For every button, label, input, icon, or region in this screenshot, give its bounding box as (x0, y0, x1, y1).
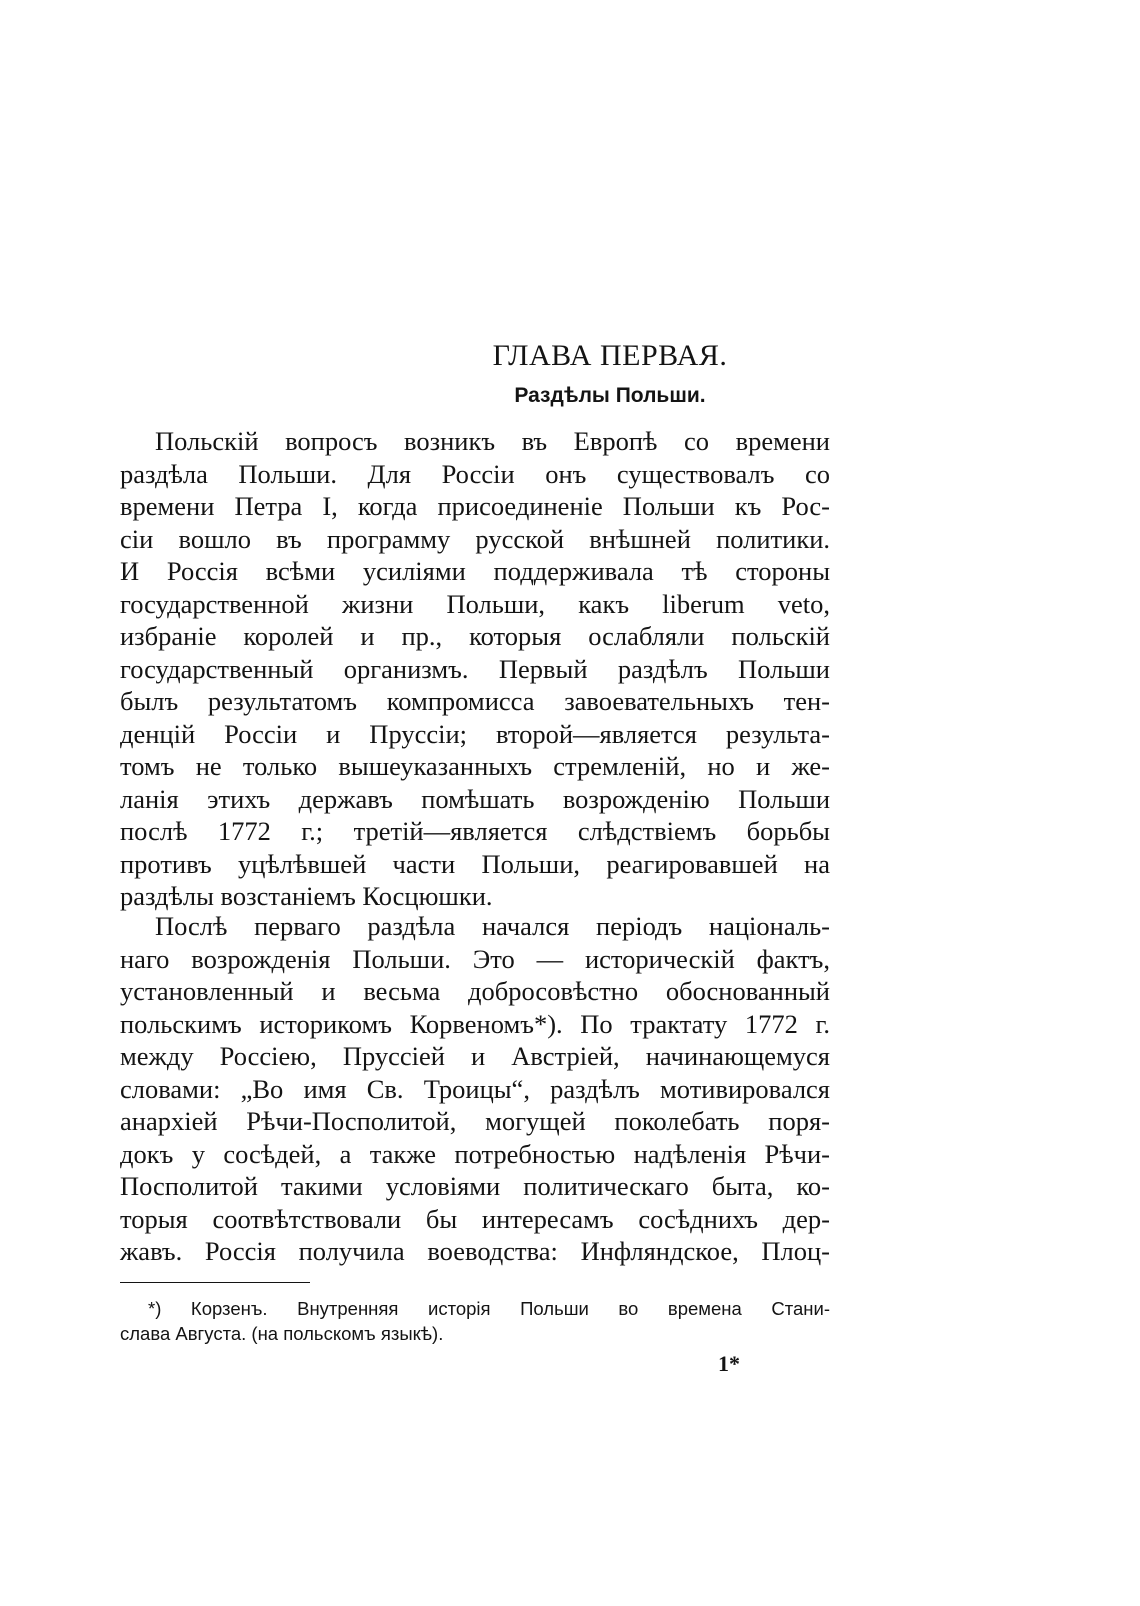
paragraph-2 (120, 910, 830, 1268)
footnote-line: слава Августа. (на польскомъ языкѣ). (120, 1323, 444, 1344)
text-line: денцій Россіи и Пруссіи; второй—является результа- (120, 718, 830, 749)
text-line: избраніе королей и пр., которыя ослабляли польскій (120, 621, 830, 651)
text-line: Посполитой такими условіями политическаго быта, ко- (120, 1171, 830, 1201)
text-line: времени Петра I, когда присоединеніе Польши къ Рос- (120, 491, 830, 521)
text-line: словами: „Во имя Св. Троицы“, раздѣлъ мотивировался (120, 1073, 830, 1104)
text-line: раздѣлы возстаніемъ Косцюшки. (120, 881, 493, 911)
text-line: Послѣ перваго раздѣла начался періодъ національ- (155, 911, 830, 941)
text-line: томъ не только вышеуказанныхъ стремленій, но и же- (120, 751, 830, 781)
text-line: между Россіею, Пруссіей и Австріей, начинающемуся (120, 1041, 830, 1071)
text-line: докъ у сосѣдей, а также потребностью надѣленія Рѣчи- (120, 1138, 830, 1169)
text-line: наго возрожденія Польши. Это — историческій фактъ, (120, 943, 830, 974)
text-line: послѣ 1772 г.; третій—является слѣдствіемъ борьбы (120, 816, 830, 846)
text-line: государственной жизни Польши, какъ liberum veto, (120, 588, 830, 619)
text-line: польскимъ историкомъ Корвеномъ*). По трактату 1772 г. (120, 1008, 830, 1039)
text-line: былъ результатомъ компромисса завоевательныхъ тен- (120, 686, 830, 716)
text-line: жавъ. Россія получила воеводства: Инфляндское, Плоц- (120, 1236, 830, 1266)
text-line: раздѣла Польши. Для Россіи онъ существовалъ со (120, 458, 830, 489)
footnote (120, 1296, 830, 1346)
footnote-line: *) Корзенъ. Внутренняя исторія Польши во времена Стани- (148, 1298, 830, 1319)
section-title: Раздѣлы Польши. (514, 384, 706, 407)
text-line: анархіей Рѣчи-Посполитой, могущей поколебать поря- (120, 1106, 830, 1136)
text-line: торыя соотвѣтствовали бы интересамъ сосѣднихъ дер- (120, 1203, 830, 1234)
text-line: Польскій вопросъ возникъ въ Европѣ со времени (155, 426, 830, 456)
text-line: ланія этихъ державъ помѣшать возрожденію Польши (120, 783, 830, 814)
text-line: сіи вошло въ программу русской внѣшней политики. (120, 523, 830, 554)
text-line: противъ уцѣлѣвшей части Польши, реагировавшей на (120, 848, 830, 879)
footnote-divider (120, 1282, 310, 1283)
text-line: государственный организмъ. Первый раздѣлъ Польши (120, 653, 830, 684)
chapter-title: ГЛАВА ПЕРВАЯ. (492, 339, 728, 372)
paragraph-1 (120, 425, 830, 913)
page-signature: 1* (718, 1351, 740, 1376)
text-line: установленный и весьма добросовѣстно обоснованный (120, 976, 830, 1006)
text-line: И Россія всѣми усиліями поддерживала тѣ стороны (120, 556, 830, 586)
